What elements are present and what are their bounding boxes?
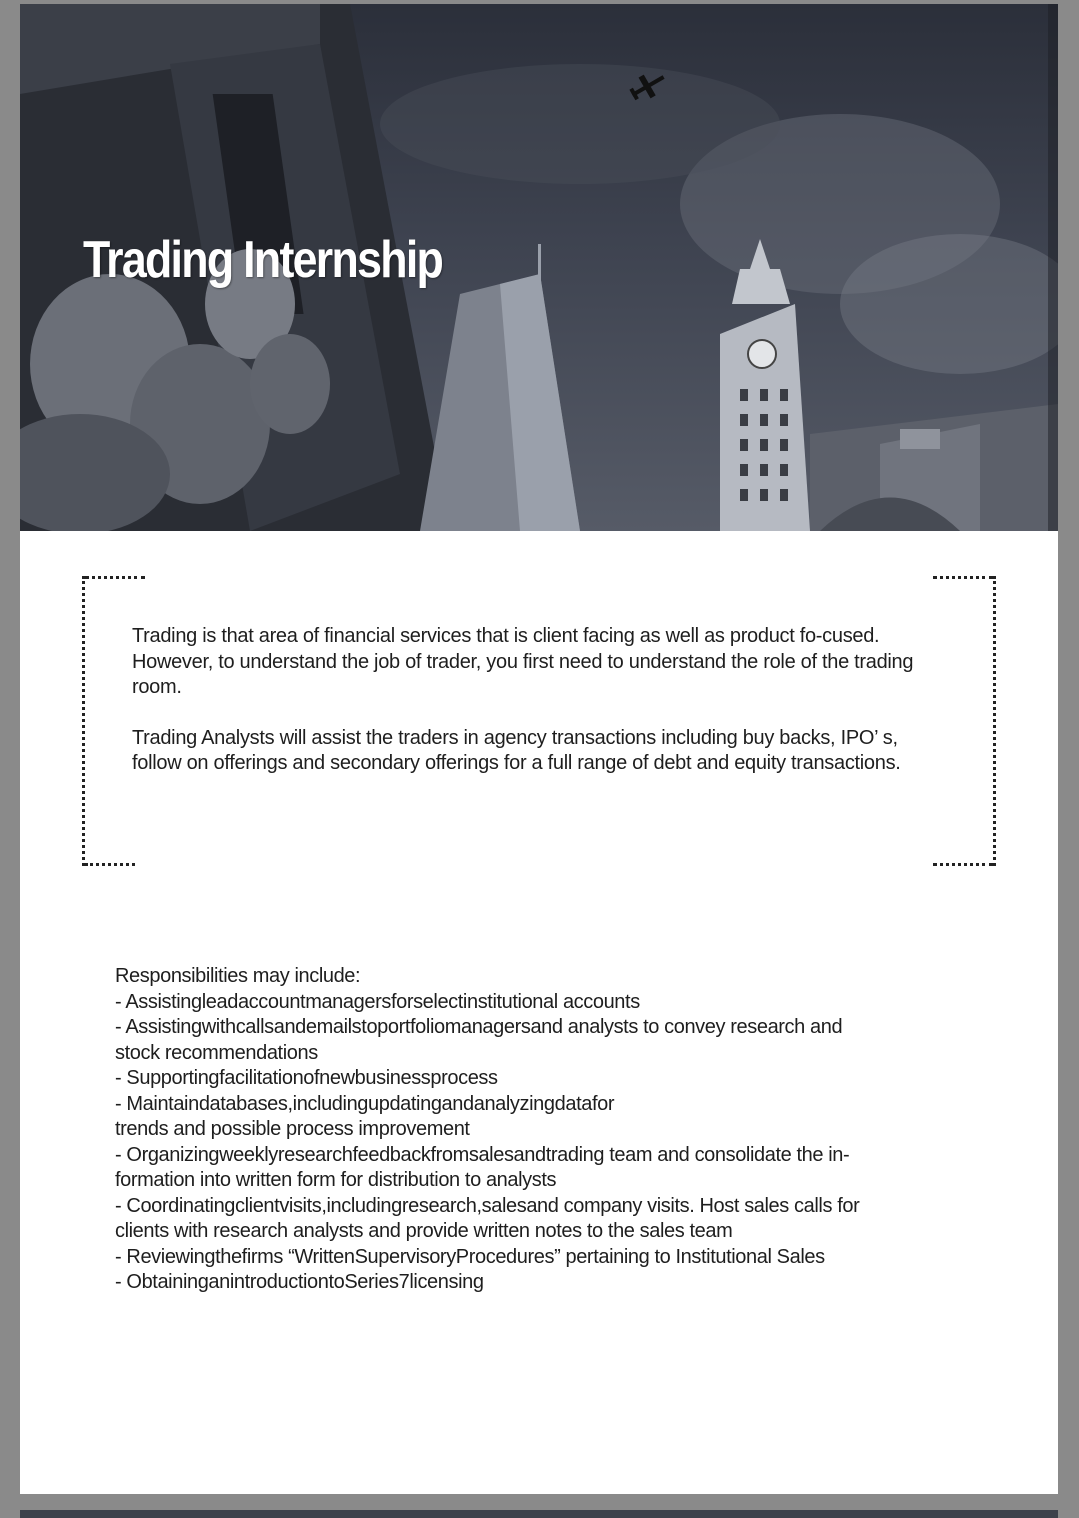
- intro-frame: [82, 576, 996, 876]
- list-item: - Assistingleadaccountmanagersforselectinstitutional accounts: [115, 990, 640, 1013]
- next-page-edge: [20, 1510, 1058, 1518]
- hero-banner: [20, 4, 1058, 531]
- responsibilities-heading: Responsibilities may include:: [115, 965, 361, 987]
- list-item: - Coordinatingclientvisits,includingresearch,salesand company visits. Host sales calls for: [115, 1194, 860, 1217]
- list-item: - Reviewingthefirms “WrittenSupervisoryProcedures” pertaining to Institutional Sales: [115, 1245, 825, 1268]
- page-title: Trading Internship: [83, 231, 443, 289]
- intro-paragraph: Trading Analysts will assist the traders in agency transactions including buy backs, IPO’ s, follow on offerings and secondary offerings for a full range of debt and equity transactions.: [132, 726, 901, 774]
- list-item: - Supportingfacilitationofnewbusinessprocess: [115, 1067, 498, 1089]
- list-item: - Organizingweeklyresearchfeedbackfromsalesandtrading team and consolidate the in-: [115, 1143, 850, 1166]
- responsibilities-list: [115, 964, 965, 1296]
- list-item: trends and possible process improvement: [115, 1118, 470, 1140]
- list-item: - ObtaininganintroductiontoSeries7licensing: [115, 1271, 484, 1293]
- list-item: formation into written form for distribution to analysts: [115, 1169, 557, 1191]
- document-page: [20, 4, 1058, 1494]
- list-item: - Assistingwithcallsandemailstoportfoliomanagersand analysts to convey research and: [115, 1016, 843, 1038]
- list-item: clients with research analysts and provide written notes to the sales team: [115, 1220, 733, 1242]
- intro-text: [132, 624, 952, 802]
- list-item: - Maintaindatabases,includingupdatingandanalyzingdatafor: [115, 1092, 615, 1115]
- list-item: stock recommendations: [115, 1041, 318, 1064]
- intro-paragraph: Trading is that area of financial services that is client facing as well as product fo-cused. However, to understand the job of trader, you first need to understand the role of the trading room.: [132, 625, 914, 698]
